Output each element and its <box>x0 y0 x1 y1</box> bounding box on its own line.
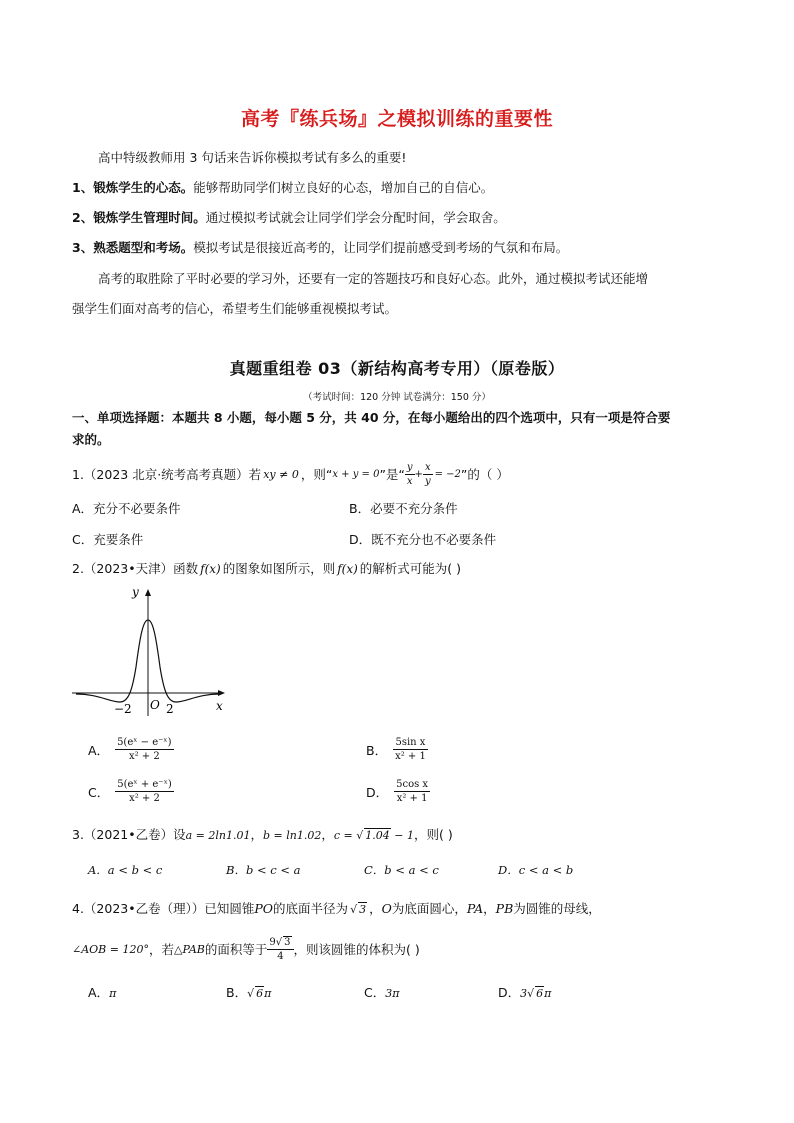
q1-eq-2: = −2 <box>434 468 461 480</box>
q2-fx: f(x) <box>200 562 221 576</box>
q4-option-b[interactable]: B．√ 6π <box>226 985 272 1000</box>
closing-line-2: 强学生们面对高考的信心，希望考生们能够重视模拟考试。 <box>72 301 398 316</box>
point-3 <box>72 236 732 260</box>
q2-option-d-formula: $\frac{\text{5cos x}}{\text{x² + 1}}$ <box>396 779 429 804</box>
q2-option-a-formula: $\frac{\text{5(eˣ − e⁻ˣ)}}{\text{x² + 2}}$ <box>117 737 172 762</box>
q3-option-b[interactable]: B．b < c < a <box>226 863 301 877</box>
intro-text: 高中特级教师用 3 句话来告诉你模拟考试有多么的重要! <box>98 150 407 165</box>
q3-option-c[interactable]: C．b < a < c <box>364 863 439 877</box>
q1-option-d[interactable]: D．既不充分也不必要条件 <box>349 532 497 547</box>
point-2 <box>72 206 732 230</box>
closing-line-1: 高考的取胜除了平时必要的学习外，还要有一定的答题技巧和良好心态。此外，通过模拟考试还能增 <box>98 271 649 286</box>
q4-angle: ∠AOB = 120° <box>72 942 149 956</box>
tick-label-pos2: 2 <box>166 702 174 716</box>
point-1 <box>72 176 732 200</box>
question-2-stem <box>72 559 461 577</box>
q3-option-a[interactable]: A．a < b < c <box>88 863 163 877</box>
q4-area-fraction: $\frac{9√ 3}{4}$ <box>267 936 293 963</box>
point-2-text: 通过模拟考试就会让同学们学会分配时间，学会取舍。 <box>205 210 506 225</box>
section-heading-line-1: 一、单项选择题：本题共 8 小题，每小题 5 分，共 40 分，在每小题给出的四个选项中，只有一项是符合要 <box>72 410 671 425</box>
q1-option-a[interactable]: A．充分不必要条件 <box>72 501 181 516</box>
q3-suffix: ，则( ) <box>414 827 453 842</box>
section-heading-line-2: 求的。 <box>72 432 110 447</box>
q2-option-c-formula: $\frac{\text{5(eˣ + e⁻ˣ)}}{\text{x² + 2}}$ <box>117 779 172 804</box>
q2-option-d[interactable]: D． $\frac{\text{5cos x}}{\text{x² + 1}}$ <box>366 779 429 804</box>
q3-option-d[interactable]: D．c < a < b <box>498 863 574 877</box>
page-title: 高考『练兵场』之模拟训练的重要性 <box>240 108 553 130</box>
question-3-stem: 3.（2021•乙卷）设a = 2ln1.01，b = ln1.02，c = √ 1.04 − 1，则( ) <box>72 827 453 842</box>
question-4-stem-line-2: ∠AOB = 120° ，若 △PAB 的面积等于 $\frac{9√ 3}{4}$ ，则该圆锥的体积为( ) <box>72 936 420 962</box>
q2-option-b-formula: $\frac{\text{5sin x}}{\text{x² + 1}}$ <box>395 737 426 762</box>
q2-suffix: 的解析式可能为( ) <box>359 561 462 576</box>
q2-fx-2: f(x) <box>337 562 358 576</box>
question-4-stem-line-1: 4.（2023•乙卷（理））已知圆锥PO的底面半径为 √ 3 ，O为底面圆心，PA，PB为圆锥的母线， <box>72 901 601 916</box>
q4-option-d[interactable]: D．3√ 6π <box>498 985 552 1000</box>
q1-option-c[interactable]: C．充要条件 <box>72 532 144 547</box>
q1-mid-2: ”是“ <box>379 467 405 482</box>
q1-option-b[interactable]: B．必要不充分条件 <box>349 501 458 516</box>
exam-info: （考试时间：120 分钟 试卷满分：150 分） <box>303 392 491 403</box>
q3-b: b = ln1.02 <box>263 829 322 842</box>
q4-option-a[interactable]: A．π <box>88 985 117 1000</box>
q4-triangle: △PAB <box>173 942 205 956</box>
function-graph <box>68 582 238 718</box>
q2-mid: 的图象如图所示，则 <box>222 561 336 576</box>
q2-option-b[interactable]: B． $\frac{\text{5sin x}}{\text{x² + 1}}$ <box>366 737 426 762</box>
point-1-heading: 1、锻炼学生的心态。 <box>72 180 194 195</box>
q4-o: O <box>381 901 392 916</box>
point-3-text: 模拟考试是很接近高考的，让同学们提前感受到考场的气氛和布局。 <box>193 240 569 255</box>
origin-label: O <box>150 698 160 712</box>
q2-prefix: 2.（2023•天津）函数 <box>72 561 199 576</box>
q1-condition: xy ≠ 0 <box>263 467 299 481</box>
q4-radius: √ 3 <box>350 903 367 916</box>
q1-plus: + <box>414 468 423 480</box>
point-1-text: 能够帮助同学们树立良好的心态，增加自己的自信心。 <box>193 180 494 195</box>
y-axis-label: y <box>132 585 139 599</box>
q2-option-c[interactable]: C． $\frac{\text{5(eˣ + e⁻ˣ)}}{\text{x² + 2}}$ <box>88 779 172 804</box>
q2-option-a[interactable]: A． $\frac{\text{5(eˣ − e⁻ˣ)}}{\text{x² + 2}}$ <box>88 737 172 762</box>
q1-fraction-2: $\frac{x}{y}$ <box>424 461 431 487</box>
q4-option-c[interactable]: C．3π <box>364 985 400 1000</box>
q1-prefix: 1.（2023 北京·统考高考真题）若 <box>72 467 262 482</box>
point-2-heading: 2、锻炼学生管理时间。 <box>72 210 206 225</box>
q3-c: c = √ 1.04 − 1 <box>333 829 414 842</box>
q3-prefix: 3.（2021•乙卷）设 <box>72 827 186 842</box>
q1-eq-1: x + y = 0 <box>332 468 380 480</box>
tick-label-neg2: −2 <box>114 702 132 716</box>
q4-pa: PA <box>466 901 484 916</box>
q1-fraction-1: $\frac{y}{x}$ <box>406 461 413 487</box>
q3-a: a = 2ln1.01 <box>185 829 251 842</box>
q4-pb: PB <box>495 901 514 916</box>
q1-mid-1: ，则“ <box>300 467 333 482</box>
question-1-stem <box>72 460 509 488</box>
paper-title: 真题重组卷 03（新结构高考专用）（原卷版） <box>229 359 565 378</box>
point-3-heading: 3、熟悉题型和考场。 <box>72 240 194 255</box>
q1-suffix: ”的（ ） <box>460 467 509 482</box>
x-axis-label: x <box>216 699 223 713</box>
q4-po: PO <box>254 901 274 916</box>
